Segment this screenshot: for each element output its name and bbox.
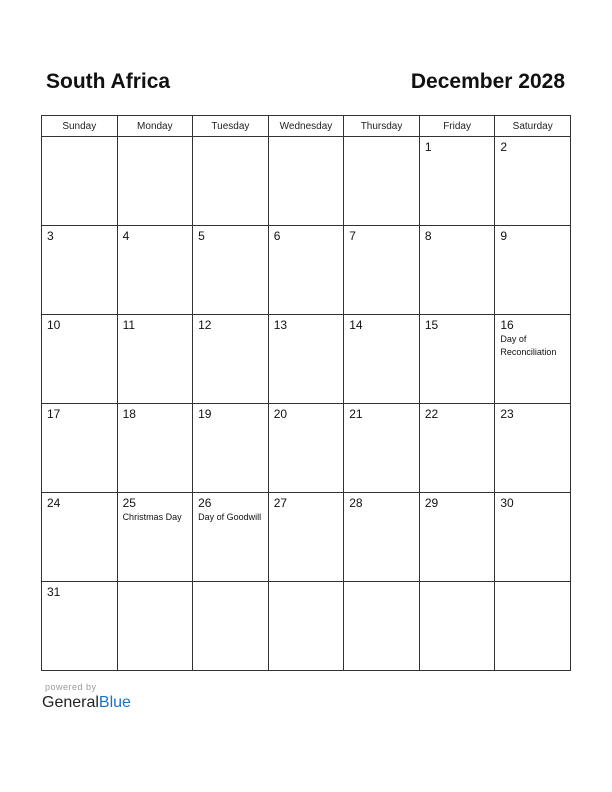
day-number xyxy=(42,137,117,141)
day-cell xyxy=(268,315,344,404)
day-cell xyxy=(495,226,571,315)
day-number: 14 xyxy=(349,318,363,332)
week-row xyxy=(42,137,571,226)
day-cell xyxy=(42,404,118,493)
day-cell xyxy=(419,582,495,671)
day-number: 1 xyxy=(424,140,432,154)
day-cell xyxy=(268,137,344,226)
country-title: South Africa xyxy=(46,70,171,93)
holiday-label: Day of Goodwill xyxy=(198,512,262,522)
week-row xyxy=(42,493,571,582)
day-number xyxy=(193,137,268,141)
brand-blue: Blue xyxy=(98,694,131,711)
day-cell xyxy=(193,582,269,671)
day-number: 19 xyxy=(198,407,212,421)
weekday-tuesday: Tuesday xyxy=(193,116,269,137)
day-number: 15 xyxy=(424,318,439,332)
day-cell xyxy=(193,404,269,493)
day-cell xyxy=(42,582,118,671)
day-number: 27 xyxy=(273,496,288,510)
day-number xyxy=(269,582,344,586)
day-cell xyxy=(495,315,571,404)
holiday-label: Day of Reconciliation xyxy=(500,334,557,357)
day-cell xyxy=(268,404,344,493)
day-number: 30 xyxy=(500,496,514,510)
month-year-title: December 2028 xyxy=(410,70,565,93)
day-number: 26 xyxy=(198,496,212,510)
day-cell xyxy=(268,582,344,671)
day-cell xyxy=(193,493,269,582)
day-cell xyxy=(117,582,193,671)
powered-by-label: powered by xyxy=(45,682,97,692)
day-cell xyxy=(344,582,420,671)
day-cell xyxy=(42,315,118,404)
day-number: 8 xyxy=(424,229,432,243)
day-cell xyxy=(117,493,193,582)
week-row xyxy=(42,315,571,404)
day-cell xyxy=(117,404,193,493)
weekday-header-row xyxy=(42,116,571,137)
day-cell xyxy=(117,226,193,315)
day-number: 18 xyxy=(122,407,136,421)
day-cell xyxy=(419,226,495,315)
day-number: 5 xyxy=(198,229,205,243)
week-row xyxy=(42,404,571,493)
day-number xyxy=(420,582,495,586)
day-number: 28 xyxy=(349,496,363,510)
weekday-sunday: Sunday xyxy=(42,116,118,137)
week-row xyxy=(42,226,571,315)
day-number: 25 xyxy=(122,496,136,510)
holiday-label: Christmas Day xyxy=(122,512,182,522)
day-number: 6 xyxy=(273,229,281,243)
day-cell xyxy=(344,315,420,404)
day-number: 22 xyxy=(424,407,439,421)
day-cell xyxy=(495,493,571,582)
day-cell xyxy=(268,226,344,315)
day-number: 10 xyxy=(47,318,61,332)
day-number: 16 xyxy=(500,318,514,332)
day-cell xyxy=(117,315,193,404)
day-cell xyxy=(42,493,118,582)
generalblue-logo[interactable] xyxy=(42,694,131,712)
day-number: 4 xyxy=(122,229,130,243)
day-cell xyxy=(495,137,571,226)
day-number: 23 xyxy=(500,407,514,421)
day-cell xyxy=(193,137,269,226)
day-cell xyxy=(495,404,571,493)
day-cell xyxy=(268,493,344,582)
day-number xyxy=(344,137,419,141)
day-cell xyxy=(419,137,495,226)
brand-general: General xyxy=(42,694,99,711)
day-number xyxy=(269,137,344,141)
day-cell xyxy=(117,137,193,226)
day-number: 9 xyxy=(500,229,508,243)
weekday-saturday: Saturday xyxy=(495,116,571,137)
day-cell xyxy=(419,315,495,404)
day-number: 24 xyxy=(47,496,61,510)
day-number: 7 xyxy=(349,229,356,243)
week-row xyxy=(42,582,571,671)
day-cell xyxy=(495,582,571,671)
day-number: 21 xyxy=(349,407,363,421)
weekday-thursday: Thursday xyxy=(344,116,420,137)
day-cell xyxy=(419,493,495,582)
day-cell xyxy=(193,315,269,404)
day-cell xyxy=(193,226,269,315)
day-cell xyxy=(42,137,118,226)
day-number: 13 xyxy=(273,318,288,332)
day-number xyxy=(495,582,570,586)
day-number: 2 xyxy=(500,140,508,154)
weekday-wednesday: Wednesday xyxy=(268,116,344,137)
day-number: 12 xyxy=(198,318,212,332)
day-cell xyxy=(344,404,420,493)
day-cell xyxy=(344,493,420,582)
day-number: 11 xyxy=(122,318,136,332)
day-number: 29 xyxy=(424,496,439,510)
day-number xyxy=(193,582,268,586)
day-number: 31 xyxy=(47,585,61,599)
day-cell xyxy=(419,404,495,493)
day-number xyxy=(118,137,193,141)
day-number xyxy=(344,582,419,586)
weekday-friday: Friday xyxy=(419,116,495,137)
day-number xyxy=(118,582,193,586)
day-cell xyxy=(42,226,118,315)
day-cell xyxy=(344,226,420,315)
day-cell xyxy=(344,137,420,226)
weekday-monday: Monday xyxy=(117,116,193,137)
day-number: 20 xyxy=(273,407,288,421)
calendar-grid xyxy=(41,115,571,671)
day-number: 3 xyxy=(47,229,54,243)
day-number: 17 xyxy=(47,407,61,421)
